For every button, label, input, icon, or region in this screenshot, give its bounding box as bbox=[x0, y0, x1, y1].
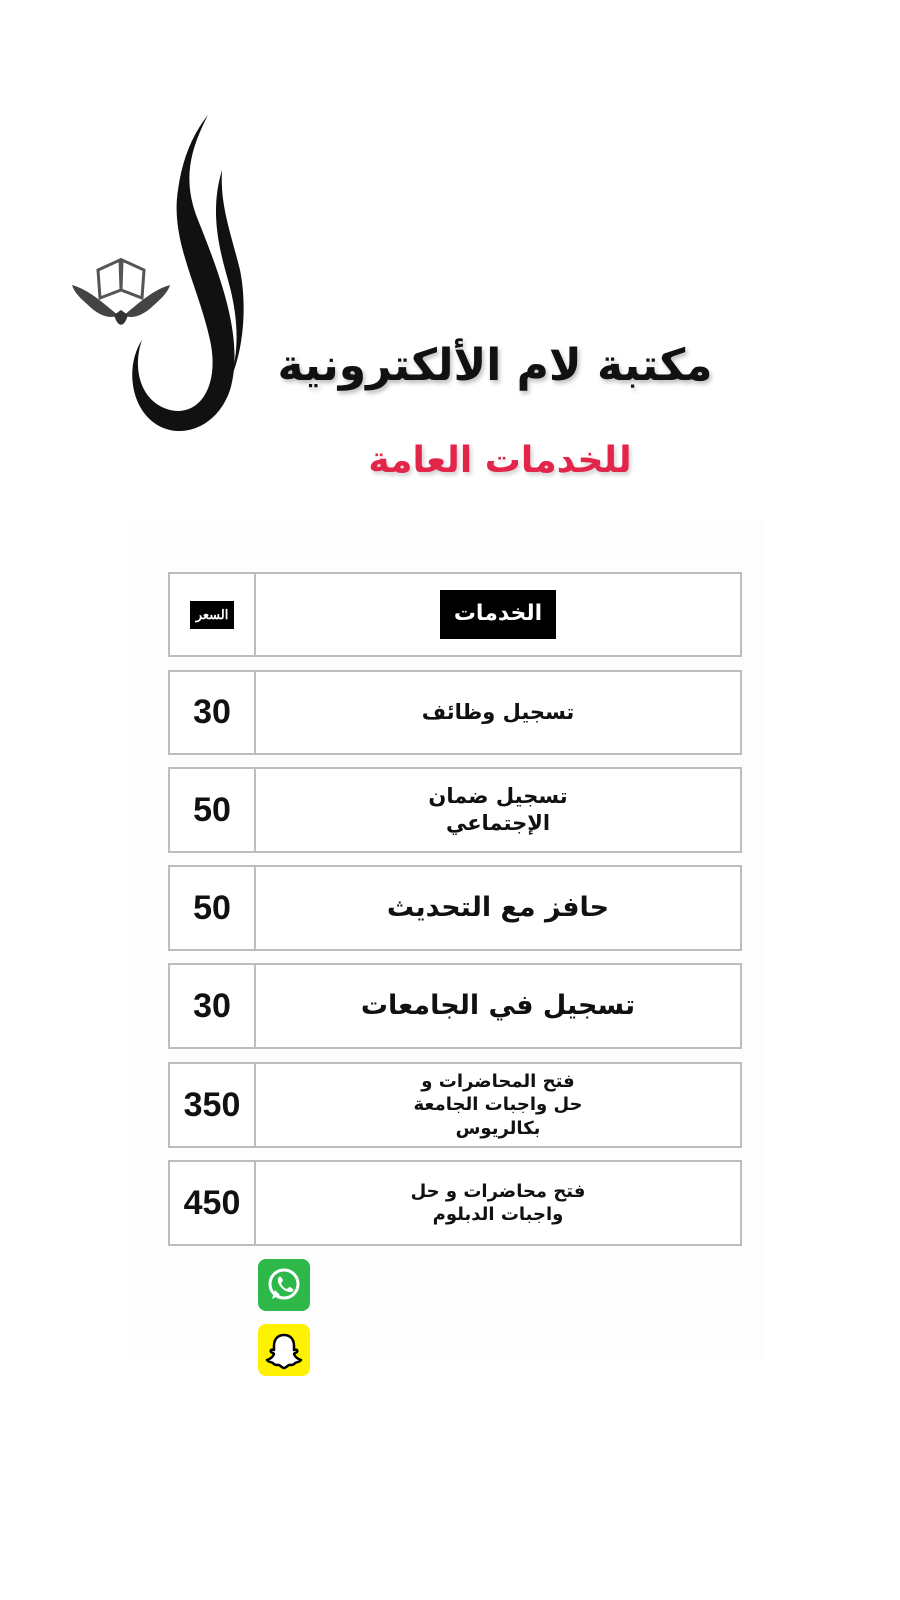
table-row bbox=[168, 865, 742, 951]
price-header: السعر bbox=[190, 601, 235, 629]
library-subtitle: للخدمات العامة bbox=[368, 440, 632, 481]
price-cell: 30 bbox=[170, 965, 256, 1047]
whatsapp-icon[interactable] bbox=[258, 1259, 310, 1311]
price-cell: 30 bbox=[170, 672, 256, 753]
service-cell: فتح المحاضرات و حل واجبات الجامعة بكالريوس bbox=[413, 1070, 583, 1139]
snapchat-icon[interactable] bbox=[258, 1324, 310, 1376]
service-cell: تسجيل في الجامعات bbox=[360, 990, 636, 1022]
service-header-cell bbox=[256, 574, 740, 655]
library-logo bbox=[70, 110, 255, 450]
service-cell: فتح محاضرات و حل واجبات الدبلوم bbox=[410, 1180, 586, 1225]
table-row bbox=[168, 1062, 742, 1148]
service-cell: حافز مع التحديث bbox=[386, 892, 610, 924]
service-cell: تسجيل ضمان الإجتماعي bbox=[428, 783, 568, 835]
price-cell: 50 bbox=[170, 867, 256, 949]
price-cell: 350 bbox=[170, 1064, 256, 1146]
table-row bbox=[168, 767, 742, 853]
price-header-cell bbox=[170, 574, 256, 655]
table-row bbox=[168, 963, 742, 1049]
table-row bbox=[168, 670, 742, 755]
table-header-row bbox=[168, 572, 742, 657]
library-title: مكتبة لام الألكترونية bbox=[277, 340, 713, 391]
price-cell: 450 bbox=[170, 1162, 256, 1244]
service-header: الخدمات bbox=[440, 590, 556, 639]
service-cell: تسجيل وظائف bbox=[421, 699, 575, 724]
price-cell: 50 bbox=[170, 769, 256, 851]
table-row bbox=[168, 1160, 742, 1246]
